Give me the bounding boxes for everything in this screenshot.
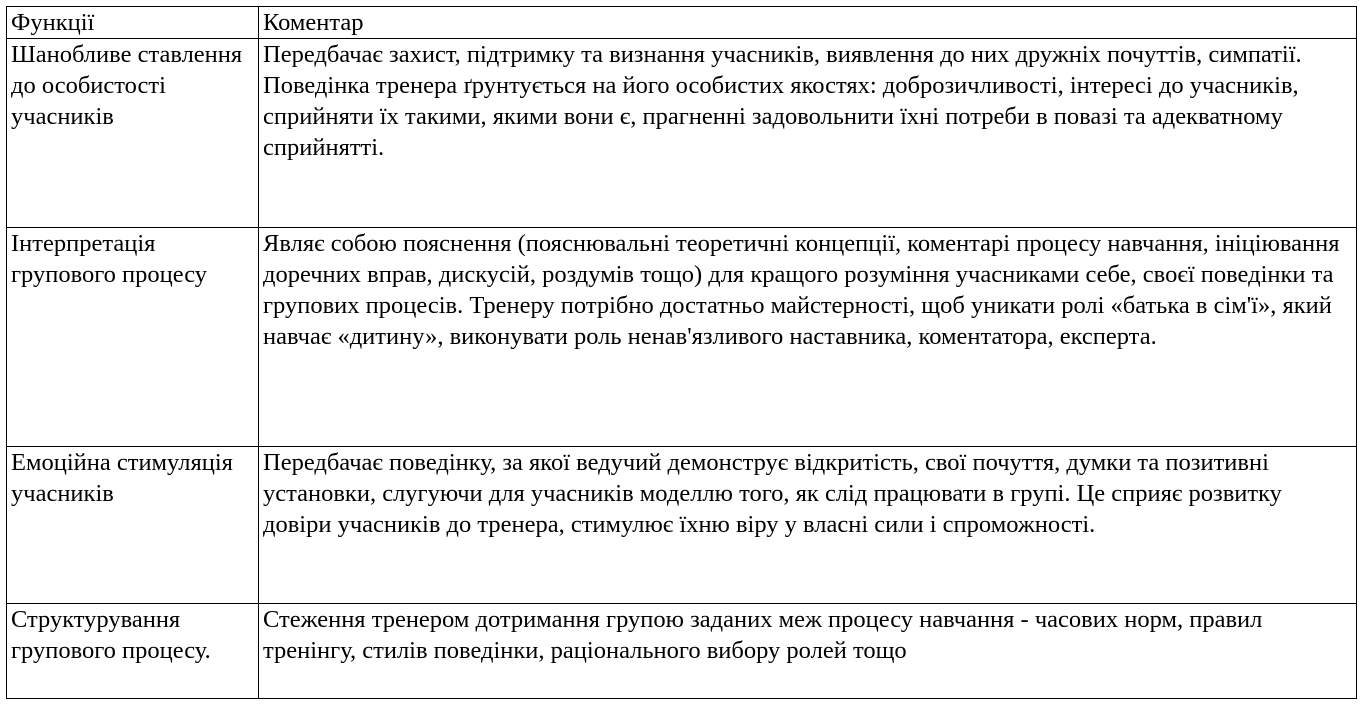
functions-table [6,6,1357,699]
function-comment: Являє собою пояснення (пояснювальні теоретичні концепції, коментарі процесу навчання, ініціювання доречних вправ, дискусій, роздумів тощо) для кращого розуміння учасниками себе, своєї поведінки та групових процесів. Тренеру потрібно достатньо майстерності, щоб уникати ролі «батька в сім'ї», який навчає «дитину», виконувати роль ненав'язливого наставника, коментатора, експерта. [263,230,1340,350]
table-row [7,39,1357,228]
header-functions [7,7,259,39]
table-row [7,228,1357,447]
table-row [7,604,1357,699]
table-row [7,447,1357,604]
function-cell [7,228,259,447]
comment-cell [259,39,1357,228]
function-name: Інтерпретація групового процесу [11,230,208,288]
function-cell [7,604,259,699]
function-cell [7,39,259,228]
comment-cell [259,604,1357,699]
function-name: Структурування групового процесу. [11,606,211,664]
header-functions-label: Функції [11,9,95,36]
function-cell [7,447,259,604]
header-comment [259,7,1357,39]
function-name: Емоційна стимуляція учасників [11,449,233,507]
function-comment: Передбачає поведінку, за якої ведучий демонструє відкритість, свої почуття, думки та позитивні установки, слугуючи для учасників моделлю того, як слід працювати в групі. Це сприяє розвитку довіри учасників до тренера, стимулює їхню віру у власні сили і спроможності. [263,449,1282,538]
table-header-row [7,7,1357,39]
function-comment: Передбачає захист, підтримку та визнання учасників, виявлення до них дружніх почуттів, симпатії. Поведінка тренера ґрунтується на його особистих якостях: доброзичливості, інтересі до учасників, сприйняти їх такими, якими вони є, прагненні задовольнити їхні потреби в повазі та адекватному сприйнятті. [263,41,1302,161]
header-comment-label: Коментар [263,9,364,36]
function-name: Шанобливе ставлення до особистості учасників [11,41,243,130]
comment-cell [259,447,1357,604]
comment-cell [259,228,1357,447]
function-comment: Стеження тренером дотримання групою заданих меж процесу навчання - часових норм, правил тренінгу, стилів поведінки, раціонального вибору ролей тощо [263,606,1263,664]
